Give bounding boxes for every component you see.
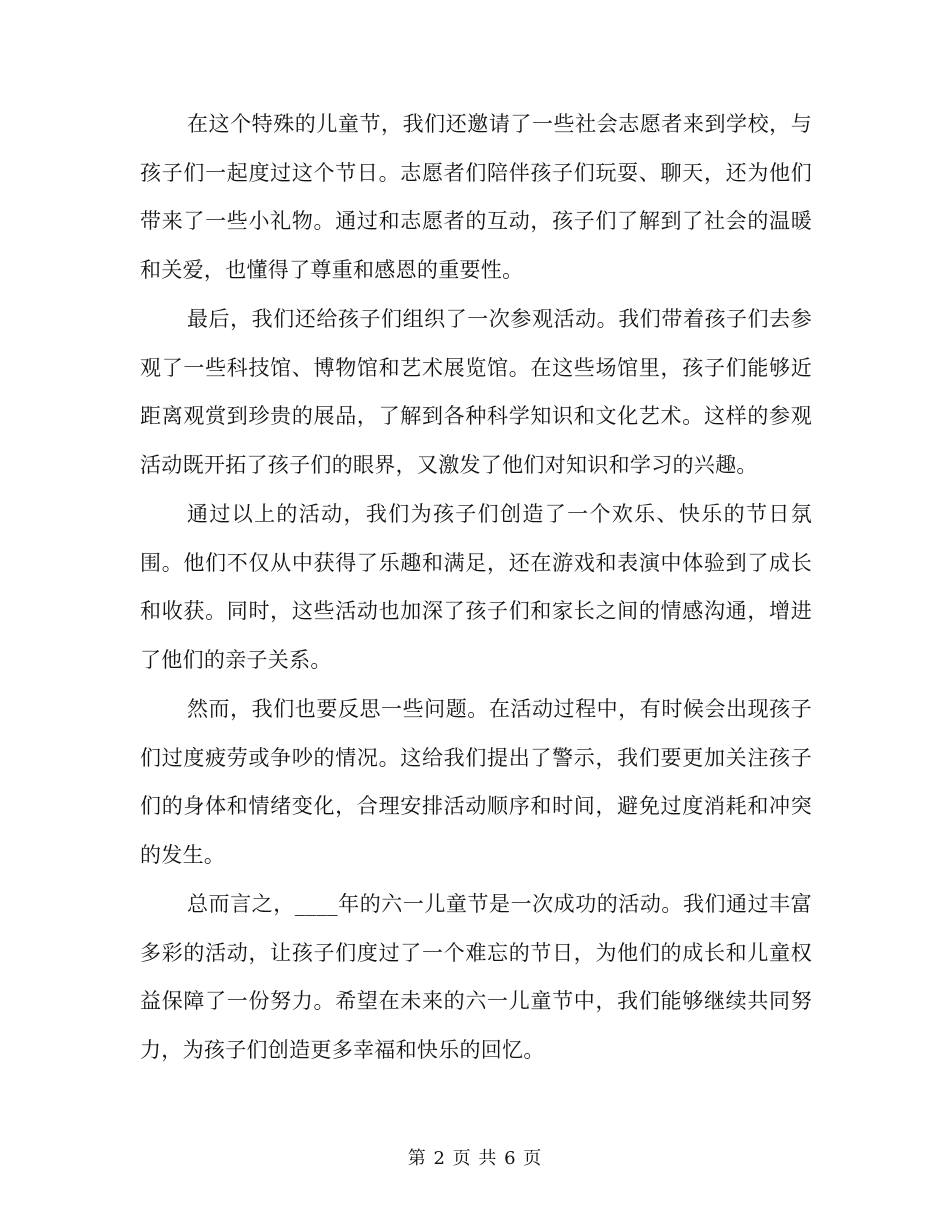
paragraph-volunteers: 在这个特殊的儿童节，我们还邀请了一些社会志愿者来到学校，与孩子们一起度过这个节日。志愿者们陪伴孩子们玩耍、聊天，还为他们带来了一些小礼物。通过和志愿者的互动，孩子们了解到了社会的温暖和关爱，也懂得了尊重和感恩的重要性。: [140, 112, 812, 282]
paragraph-conclusion: 总而言之，____年的六一儿童节是一次成功的活动。我们通过丰富多彩的活动，让孩子们度过了一个难忘的节日，为他们的成长和儿童权益保障了一份努力。希望在未来的六一儿童节中，我们能够继续共同努力，为孩子们创造更多幸福和快乐的回忆。: [140, 892, 812, 1062]
paragraph-reflection: 然而，我们也要反思一些问题。在活动过程中，有时候会出现孩子们过度疲劳或争吵的情况。这给我们提出了警示，我们要更加关注孩子们的身体和情绪变化，合理安排活动顺序和时间，避免过度消耗和冲突的发生。: [140, 697, 812, 867]
paragraph-festival-atmosphere: 通过以上的活动，我们为孩子们创造了一个欢乐、快乐的节日氛围。他们不仅从中获得了乐趣和满足，还在游戏和表演中体验到了成长和收获。同时，这些活动也加深了孩子们和家长之间的情感沟通，增进了他们的亲子关系。: [140, 502, 812, 672]
document-body: [140, 100, 812, 1075]
paragraph-visit-activity: 最后，我们还给孩子们组织了一次参观活动。我们带着孩子们去参观了一些科技馆、博物馆和艺术展览馆。在这些场馆里，孩子们能够近距离观赏到珍贵的展品，了解到各种科学知识和文化艺术。这样的参观活动既开拓了孩子们的眼界，又激发了他们对知识和学习的兴趣。: [140, 307, 812, 477]
page-number-footer: 第 2 页 共 6 页: [407, 1148, 543, 1169]
